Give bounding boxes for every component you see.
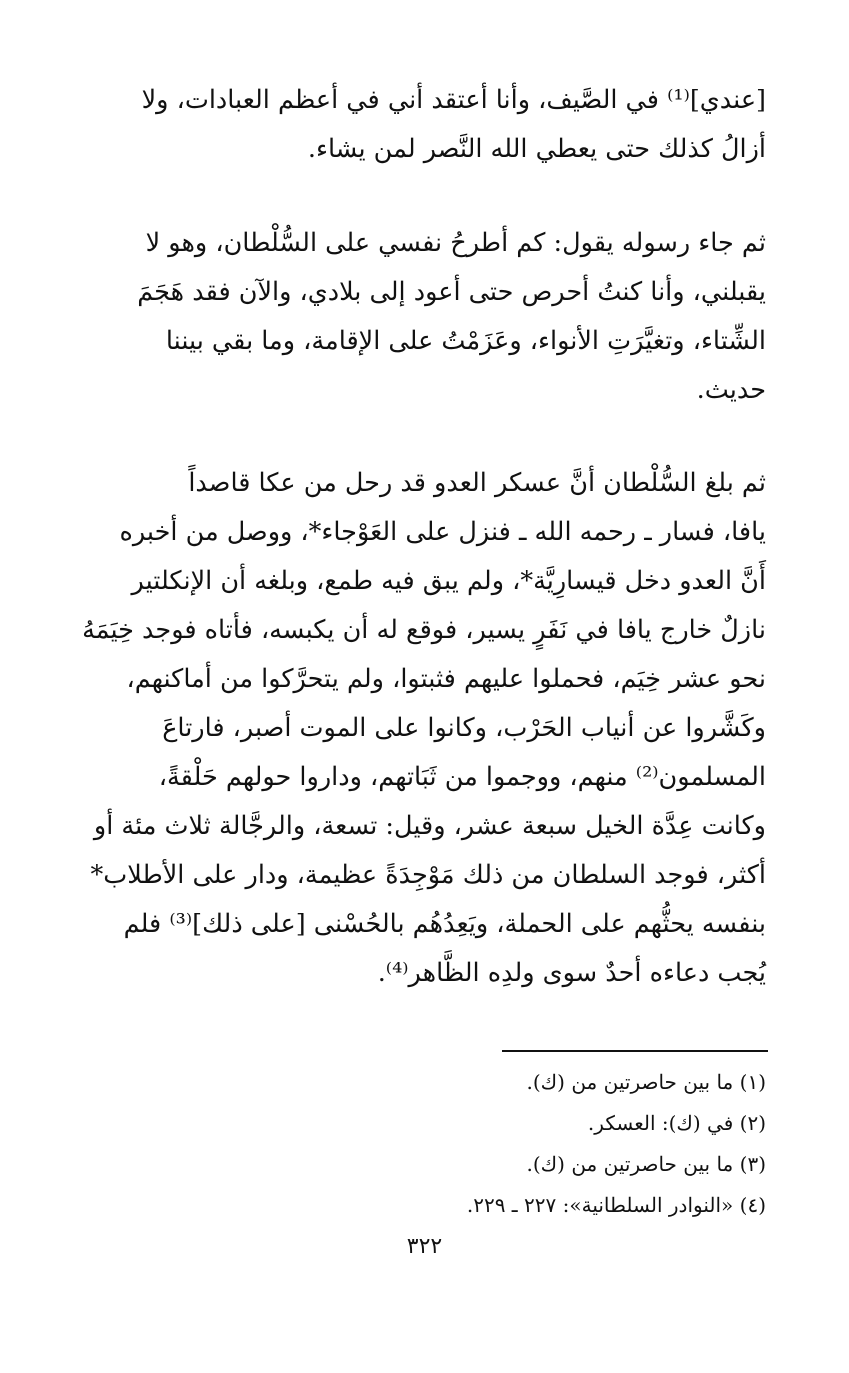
text-line: المسلمون⁽²⁾ منهم، ووجموا من ثَبَاتهم، وداروا حولهم حَلْقةً، <box>158 762 766 792</box>
text-line: يافا، فسار ـ رحمه الله ـ فنزل على العَوْجاء*، ووصل من أخبره <box>119 517 766 547</box>
footnote-divider <box>502 1050 768 1052</box>
text-line: الشِّتاء، وتغيَّرَتِ الأنواء، وعَزَمْتُ على الإقامة، وما بقي بيننا <box>165 326 766 356</box>
text-line: نحو عشر خِيَم، فحملوا عليهم فثبتوا، ولم يتحرَّكوا من أماكنهم، <box>126 664 766 694</box>
text-line: يقبلني، وأنا كنتُ أحرص حتى أعود إلى بلادي، والآن فقد هَجَمَ <box>137 277 766 307</box>
footnote-1: (١) ما بين حاصرتين من (ك). <box>526 1070 766 1094</box>
text-line: أزالُ كذلك حتى يعطي الله النَّصر لمن يشاء. <box>307 134 766 164</box>
paragraph-3 <box>64 459 766 998</box>
page-number: ٣٢٢ <box>406 1234 443 1259</box>
footnote-4: (٤) «النوادر السلطانية»: ٢٢٧ ـ ٢٢٩. <box>466 1193 766 1217</box>
text-line: وكَشَّروا عن أنياب الحَرْب، وكانوا على الموت أصبر، فارتاعَ <box>162 713 766 743</box>
text-line: [عندي]⁽¹⁾ في الصَّيف، وأنا أعتقد أني في أعظم العبادات، ولا <box>141 85 766 115</box>
text-line: بنفسه يحثُّهم على الحملة، ويَعِدُهُم بالحُسْنى [على ذلك]⁽³⁾ فلم <box>123 909 766 939</box>
footnotes-list <box>300 1062 766 1226</box>
paragraph-2 <box>64 219 766 415</box>
text-line: ثم بلغ السُّلْطان أنَّ عسكر العدو قد رحل من عكا قاصداً <box>188 468 766 498</box>
text-line: نازلٌ خارج يافا في نَفَرٍ يسير، فوقع له أن يكبسه، فأتاه فوجد خِيَمَهُ <box>82 615 766 645</box>
footnote-2: (٢) في (ك): العسكر. <box>587 1111 766 1135</box>
text-line: حديث. <box>696 375 766 405</box>
text-line: أَنَّ العدو دخل قيسارِيَّة*، ولم يبق فيه طمع، وبلغه أن الإنكلتير <box>131 566 766 596</box>
text-line: أكثر، فوجد السلطان من ذلك مَوْجِدَةً عظيمة، ودار على الأطلاب* <box>90 860 766 890</box>
text-line: وكانت عِدَّة الخيل سبعة عشر، وقيل: تسعة، والرجَّالة ثلاث مئة أو <box>93 811 766 841</box>
text-line: يُجب دعاءه أحدٌ سوى ولدِه الظَّاهر⁽⁴⁾. <box>377 958 766 988</box>
paragraph-1 <box>64 76 766 174</box>
text-line: ثم جاء رسوله يقول: كم أطرحُ نفسي على السُّلْطان، وهو لا <box>145 228 766 258</box>
footnote-3: (٣) ما بين حاصرتين من (ك). <box>526 1152 766 1176</box>
